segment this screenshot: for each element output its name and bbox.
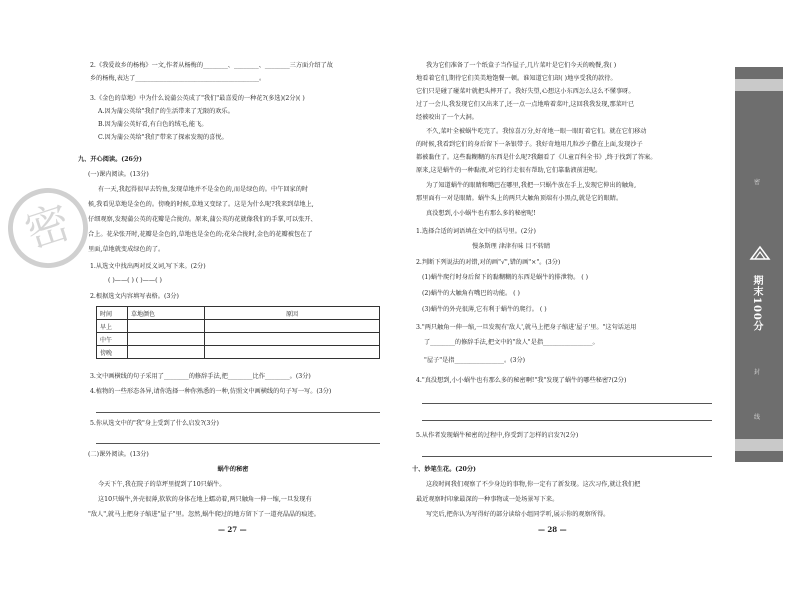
question-1: 1.从选文中找出两对反义词,写下来。(2分): [90, 263, 206, 270]
question-2: 2.《我爱故乡的杨梅》一文,作者从杨梅的________、________、________三方面介绍了故: [90, 62, 333, 69]
table-row-label: 早上: [97, 320, 128, 333]
table-cell[interactable]: [128, 346, 205, 359]
option-a: A.因为蒲公英给"我们"的生活带来了无限的欢乐。: [98, 108, 234, 115]
passage-line: 都被黏住了。这些黏糊糊的东西是什么呢?我翻看了《儿童百科全书》,终于找到了答案。: [416, 154, 657, 161]
table-cell[interactable]: [205, 333, 380, 346]
table-row-label: 中午: [97, 333, 128, 346]
confidential-stamp: 密: [0, 178, 98, 279]
question-2-table: 2.根据选文内容填写表格。(3分): [90, 293, 179, 300]
passage-line: 过了一会儿,我发现它们又出来了,还一点一点地啃着菜叶,这回我我发现,那菜叶已: [416, 101, 635, 108]
answer-line[interactable]: [422, 420, 712, 421]
writing-prompt: 写完后,把你认为写得好的部分读给小组同学听,展示你的观察所得。: [426, 511, 610, 518]
passage-line: 合上。花朵张开时,花瓣是金色的,草地也是金色的;花朵合拢时,金色的花瓣被包在了: [88, 231, 313, 238]
passage-line: 不久,菜叶全被蜗牛吃完了。我惊喜万分,好奇地一眼一眼盯着它们。就在它们移动: [426, 128, 647, 135]
table-header: 草地颜色: [128, 307, 205, 320]
question-2: 2.判断下列说法的对错,对的画"√",错的画"×"。(3分): [416, 259, 561, 266]
passage-line: 地看着它们,期待它们美美地饱餐一顿。谁知道它们却( )地享受我的款待。: [416, 75, 617, 82]
judge-item: (3)蜗牛的外壳很薄,它有利于蜗牛的爬行。 ( ): [422, 306, 547, 313]
passage-line: 原来,这是蜗牛的一种黏液,对它的行走很有帮助,它们靠黏液前进呢。: [416, 167, 602, 174]
passage-line: 候,我看见草地是金色的。傍晚的时候,草地又变绿了。这是为什么呢?我来到草地上,: [88, 201, 314, 208]
table-row-label: 傍晚: [97, 346, 128, 359]
passage-line: 这10只蜗牛,外壳很薄,软软的身体在地上蠕动着,两只触角一伸一缩,一旦发现有: [98, 496, 312, 503]
question-2-cont: 乡的杨梅,表达了________________________________________。: [90, 75, 266, 82]
section-10-heading: 十、妙笔生花。(20分): [412, 466, 476, 473]
page-number-right: — 28 —: [538, 525, 567, 534]
table-cell[interactable]: [128, 320, 205, 333]
question-5: 5.从作者发现蜗牛秘密的过程中,你受到了怎样的启发?(2分): [416, 432, 579, 439]
color-table: [96, 306, 380, 359]
writing-prompt: 最近观察时印象最深的一种事物或一处场景写下来。: [416, 496, 559, 503]
passage-line: 为了知道蜗牛的眼睛和嘴巴在哪里,我把一只蜗牛放在手上,发现它伸出的触角,: [426, 182, 637, 189]
passage-line: 那里面有一对是眼睛。蜗牛头上的两只大触角顶端有小黑点,就是它的眼睛。: [416, 195, 623, 202]
passage-line: 真没想到,小小蜗牛也有那么多的秘密呢!: [426, 210, 536, 217]
section-9-heading: 九、开心阅读。(26分): [78, 156, 142, 163]
judge-item: (1)蜗牛爬行时身后留下的黏糊糊的东西是蜗牛的排泄物。 ( ): [422, 274, 589, 281]
passage-title: 蜗牛的秘密: [217, 466, 249, 473]
question-5: 5.你从选文中的"我"身上受到了什么启发?(3分): [90, 420, 219, 427]
brand-title: 期末100分: [751, 275, 762, 332]
question-3-cont: 了________的修辞手法,把文中的"敌人"是指________________。: [424, 339, 599, 346]
table-cell[interactable]: [205, 320, 380, 333]
seal-mark: 线: [754, 414, 761, 421]
passage-line: 的时候,我看到它们的身后留下一条银带子。我好奇地用几粒沙子撒在上面,发现沙子: [416, 141, 643, 148]
page-number-left: — 27 —: [218, 525, 247, 534]
passage-line: "敌人",就马上把身子缩进"屋子"里。忽然,蜗牛爬过的地方留下了一道亮晶晶的痕迹。: [88, 511, 320, 518]
subsection-in-class: (一)课内阅读。(13分): [88, 171, 149, 178]
question-4: 4.植物的一些形态各异,请你选择一种你熟悉的一种,仿照文中画横线的句子写一写。(3分): [90, 388, 332, 395]
binding-sidebar: [735, 67, 783, 462]
table-header: 时间: [97, 307, 128, 320]
judge-item: (2)蜗牛的大触角有嘴巴的功能。 ( ): [422, 290, 520, 297]
passage-line: 仔细观察,发现蒲公英的花瓣是合拢的。原来,蒲公英的花就像我们的手掌,可以张开、: [88, 216, 317, 223]
table-cell[interactable]: [205, 346, 380, 359]
question-4: 4."真没想到,小小蜗牛也有那么多的秘密啊!"我"发现了蜗牛的哪些秘密?(2分): [416, 377, 627, 384]
subsection-extra: (二)课外阅读。(13分): [88, 451, 149, 458]
sidebar-tab: [735, 79, 783, 91]
answer-line[interactable]: [422, 403, 712, 404]
question-3: 3.《金色的草地》中为什么说蒲公英成了"我们"最喜爱的一种花?(多选)(2分)( ): [90, 95, 305, 102]
passage-line: 经被咬出了一个大洞。: [416, 114, 478, 121]
brand-logo-icon: [749, 245, 771, 263]
table-cell[interactable]: [128, 333, 205, 346]
passage-line: 今天下午,我在院子的草坪里捉到了10只蜗牛。: [98, 481, 226, 488]
question-3-rhetoric: 3.文中画横线的句子采用了________的修辞手法,把________比作________。(3分): [90, 373, 311, 380]
passage-line: 它们只是碰了碰菜叶就把头摔开了。我好失望,心想这小东西怎么这么不懂事呀。: [416, 88, 635, 95]
passage-line: 里面,草地就变成绿色的了。: [88, 246, 165, 253]
answer-line[interactable]: [96, 443, 380, 444]
question-1: 1.选择合适的词语填在文中的括号里。(2分): [416, 228, 536, 235]
seal-mark: 封: [754, 369, 761, 376]
seal-mark: 密: [754, 179, 761, 186]
question-3-cont: "屋子"是指________________。(3分): [424, 357, 526, 364]
word-bank: 慢条斯理 津津有味 目不转睛: [472, 243, 551, 250]
passage-line: 有一天,我起得很早去钓鱼,发现草地并不是金色的,而是绿色的。中午回家的时: [98, 186, 309, 193]
sidebar-tab: [735, 439, 783, 451]
table-header: 原因: [205, 307, 380, 320]
answer-line[interactable]: [422, 456, 712, 457]
antonym-blanks: ( )——( ) ( )——( ): [108, 277, 162, 284]
option-b: B.因为蒲公英好看,有白色的绒毛,能飞。: [98, 121, 208, 128]
option-c: C.因为蒲公英给"我们"带来了探索发现的喜悦。: [98, 134, 228, 141]
answer-line[interactable]: [96, 412, 380, 413]
question-3: 3."两只触角一伸一缩,一旦发现有'敌人',就马上把身子缩进'屋子'里。"这句话运用: [416, 324, 637, 331]
writing-prompt: 这段时间我们观察了不少身边的事物,你一定有了新发现。这次习作,就让我们把: [426, 481, 641, 488]
passage-line: 我为它们准备了一个纸盒子当作屋子,几片菜叶是它们今天的晚餐,我( ): [426, 62, 617, 69]
